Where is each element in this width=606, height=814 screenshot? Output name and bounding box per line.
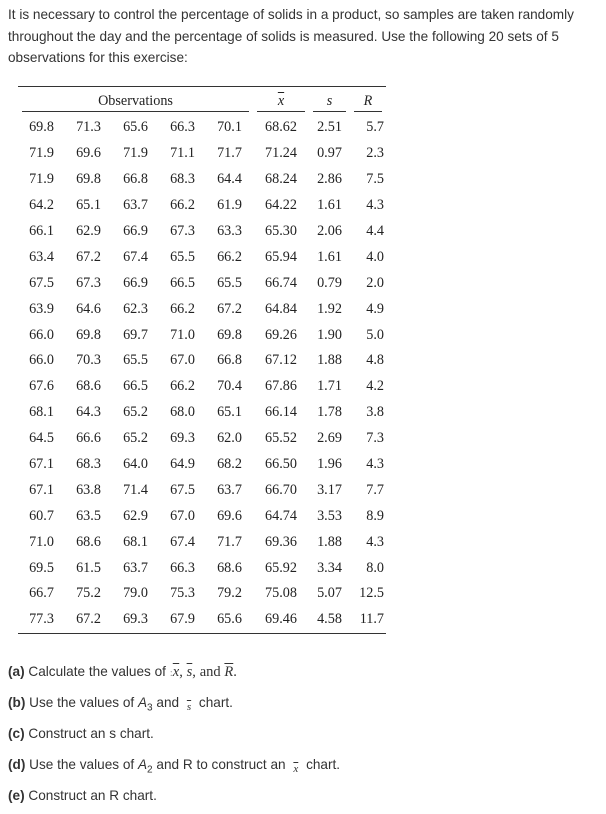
s-cell: 1.61 [317, 197, 342, 214]
table-row [18, 555, 386, 581]
table-row [18, 270, 386, 296]
observation-cell: 67.0 [170, 352, 195, 369]
table-row [18, 452, 386, 478]
table-row [18, 503, 386, 529]
question-e-text: Construct an R chart. [28, 788, 157, 803]
observation-cell: 63.7 [123, 559, 148, 576]
r-cell: 12.5 [359, 585, 384, 602]
xbar-symbol: $\overline{x}$ [172, 664, 180, 680]
observation-cell: 66.0 [29, 326, 54, 343]
observation-cell: 68.2 [217, 456, 242, 473]
s-cell: 1.71 [317, 378, 342, 395]
question-b-and: and [156, 695, 180, 710]
r-header-label: R [363, 92, 373, 109]
xbar-cell: 64.84 [265, 300, 297, 317]
observation-cell: 66.3 [170, 559, 195, 576]
observation-cell: 69.8 [76, 326, 101, 343]
r-cell: 4.3 [366, 533, 384, 550]
table-row [18, 167, 386, 193]
observation-cell: 66.8 [123, 171, 148, 188]
observation-cell: 67.5 [170, 481, 195, 498]
observation-cell: 62.3 [123, 300, 148, 317]
observation-cell: 70.4 [217, 378, 242, 395]
observation-cell: 75.3 [170, 585, 195, 602]
table-row [18, 400, 386, 426]
observation-cell: 69.6 [217, 507, 242, 524]
table-row [18, 581, 386, 607]
observation-cell: 65.6 [206, 607, 253, 633]
table-row [18, 348, 386, 374]
observation-cell: 71.4 [123, 481, 148, 498]
xbar-cell: 71.24 [265, 145, 297, 162]
observation-cell: 69.7 [123, 326, 148, 343]
observation-cell: 65.1 [76, 197, 101, 214]
observation-cell: 68.3 [76, 456, 101, 473]
observation-cell: 67.1 [29, 456, 54, 473]
table-body [18, 115, 386, 633]
question-d-label: (d) [8, 757, 26, 772]
observation-cell: 79.0 [123, 585, 148, 602]
observation-cell: 63.8 [76, 481, 101, 498]
observation-cell: 68.0 [170, 404, 195, 421]
observation-cell: 79.2 [217, 585, 242, 602]
observation-cell: 71.3 [76, 119, 101, 136]
observation-cell: 63.3 [217, 223, 242, 239]
observation-cell: 66.0 [29, 352, 54, 369]
observation-cell: 66.8 [217, 352, 242, 369]
problem-intro: It is necessary to control the percentage of solids in a product, so samples are taken randomly throughout the day and the percentage of solids is measured. Use the following 20 sets of 5 observations for this exercise: [8, 7, 574, 65]
questions-list [8, 656, 600, 811]
observation-cell: 66.2 [170, 300, 195, 317]
question-a: (a) Calculate the values of $:\overline{x}$, $\overline{s}$, and $\overline{R}$. [8, 664, 237, 680]
observation-cell: 64.3 [76, 404, 101, 421]
observation-cell: 68.6 [76, 378, 101, 395]
r-header [350, 87, 386, 115]
xbar-cell: 69.36 [265, 533, 297, 550]
observation-cell: 63.5 [76, 507, 101, 524]
r-cell: 2.0 [366, 274, 384, 291]
s-cell: 1.88 [317, 533, 342, 550]
xbar-cell: 65.92 [265, 559, 297, 576]
observation-cell: 71.1 [170, 145, 195, 162]
table-row [18, 374, 386, 400]
observation-cell: 69.3 [112, 607, 159, 633]
observation-cell: 62.0 [217, 430, 242, 447]
observation-cell: 67.9 [159, 607, 206, 633]
observation-cell: 69.5 [29, 559, 54, 576]
s-cell: 1.78 [317, 404, 342, 421]
r-cell: 3.8 [366, 404, 384, 421]
observation-cell: 67.1 [29, 481, 54, 498]
r-cell: 4.2 [366, 378, 384, 395]
s-cell: 1.61 [317, 248, 342, 265]
s-cell: 2.69 [317, 430, 342, 447]
observations-table-container [18, 86, 386, 634]
observation-cell: 66.2 [170, 378, 195, 395]
question-b-chart: chart. [198, 695, 233, 710]
observation-cell: 71.9 [123, 145, 148, 162]
observation-cell: 68.1 [29, 404, 54, 421]
question-a-text: Calculate the values of [28, 664, 166, 679]
question-d [8, 749, 600, 780]
observation-cell: 66.7 [29, 585, 54, 602]
xbar-cell: 66.14 [265, 404, 297, 421]
r-cell: 5.0 [366, 326, 384, 343]
observation-cell: 66.9 [123, 223, 148, 239]
observation-cell: 69.3 [170, 430, 195, 447]
r-cell: 11.7 [350, 607, 386, 633]
s-cell: 5.07 [317, 585, 342, 602]
question-a-label: (a) [8, 664, 25, 679]
observation-cell: 61.9 [217, 197, 242, 214]
question-c [8, 718, 600, 749]
xbar-chart-symbol: x [293, 763, 299, 775]
xbar-header-label: $\overline{x}$ [277, 92, 285, 109]
a2-subscript: 2 [147, 764, 153, 776]
s-cell: 1.92 [317, 300, 342, 317]
observation-cell: 65.1 [217, 404, 242, 421]
observation-cell: 70.1 [217, 119, 242, 136]
table-row [18, 529, 386, 555]
xbar-header [253, 87, 309, 115]
observations-header [18, 87, 253, 115]
observations-header-label: Observations [98, 92, 173, 109]
table-row [18, 193, 386, 219]
observation-cell: 69.6 [76, 145, 101, 162]
question-b-text: Use the values of [29, 695, 135, 710]
s-cell: 0.97 [317, 145, 342, 162]
observation-cell: 62.9 [123, 507, 148, 524]
table-row [18, 219, 386, 245]
xbar-cell: 75.08 [265, 585, 297, 602]
table-row [18, 477, 386, 503]
observations-table [18, 86, 386, 634]
s-cell: 4.58 [309, 607, 350, 633]
xbar-cell: 65.52 [265, 430, 297, 447]
xbar-cell: 65.94 [265, 248, 297, 265]
observation-cell: 67.4 [123, 248, 148, 265]
observation-cell: 67.5 [29, 274, 54, 291]
observation-cell: 66.2 [170, 197, 195, 214]
observation-cell: 64.0 [123, 456, 148, 473]
question-a-and: and [199, 664, 221, 680]
xbar-cell: 68.24 [265, 171, 297, 188]
question-d-text: Use the values of [29, 757, 135, 772]
table-row [18, 141, 386, 167]
observation-cell: 65.6 [123, 119, 148, 136]
observation-cell: 67.2 [217, 300, 242, 317]
observation-cell: 65.5 [123, 352, 148, 369]
observation-cell: 66.1 [29, 223, 54, 239]
observation-cell: 65.2 [123, 404, 148, 421]
observation-cell: 67.3 [170, 223, 195, 239]
observation-cell: 60.7 [29, 507, 54, 524]
observation-cell: 68.1 [123, 533, 148, 550]
xbar-cell: 69.46 [253, 607, 309, 633]
observation-cell: 69.8 [76, 171, 101, 188]
observation-cell: 63.7 [217, 481, 242, 498]
observation-cell: 68.3 [170, 171, 195, 188]
a3-symbol: A [137, 695, 148, 710]
r-cell: 4.3 [366, 197, 384, 214]
question-b-label: (b) [8, 695, 26, 710]
observation-cell: 66.5 [123, 378, 148, 395]
xbar-cell: 66.50 [265, 456, 297, 473]
observation-cell: 63.9 [29, 300, 54, 317]
xbar-cell: 68.62 [265, 119, 297, 136]
xbar-cell: 66.74 [265, 274, 297, 291]
observation-cell: 66.5 [170, 274, 195, 291]
table-row [18, 322, 386, 348]
s-cell: 2.86 [317, 171, 342, 188]
r-cell: 8.0 [366, 559, 384, 576]
r-cell: 8.9 [366, 507, 384, 524]
observation-cell: 65.5 [170, 248, 195, 265]
observation-cell: 66.6 [76, 430, 101, 447]
r-cell: 7.7 [366, 481, 384, 498]
xbar-cell: 69.26 [265, 326, 297, 343]
observation-cell: 67.3 [76, 274, 101, 291]
s-cell: 3.53 [317, 507, 342, 524]
observation-cell: 71.9 [29, 145, 54, 162]
observation-cell: 64.5 [29, 430, 54, 447]
question-b [8, 687, 600, 718]
question-e-label: (e) [8, 788, 25, 803]
s-cell: 0.79 [317, 274, 342, 291]
s-cell: 3.17 [317, 481, 342, 498]
xbar-cell: 67.12 [265, 352, 297, 369]
observation-cell: 67.0 [170, 507, 195, 524]
question-c-label: (c) [8, 726, 25, 741]
observation-cell: 71.7 [217, 145, 242, 162]
observation-cell: 66.3 [170, 119, 195, 136]
xbar-cell: 67.86 [265, 378, 297, 395]
r-cell: 7.5 [366, 171, 384, 188]
observation-cell: 68.6 [76, 533, 101, 550]
a2-symbol: A [137, 757, 148, 772]
r-cell: 4.0 [366, 248, 384, 265]
table-row [18, 607, 386, 633]
observation-cell: 69.8 [217, 326, 242, 343]
observation-cell: 64.4 [217, 171, 242, 188]
observation-cell: 67.2 [76, 248, 101, 265]
s-header [309, 87, 350, 115]
s-cell: 1.90 [317, 326, 342, 343]
observation-cell: 65.2 [123, 430, 148, 447]
s-cell: 2.51 [317, 119, 342, 136]
r-cell: 4.3 [366, 456, 384, 473]
observation-cell: 67.6 [29, 378, 54, 395]
s-cell: 1.96 [317, 456, 342, 473]
observation-cell: 64.9 [170, 456, 195, 473]
observation-cell: 77.3 [18, 607, 65, 633]
observation-cell: 61.5 [76, 559, 101, 576]
observation-cell: 75.2 [76, 585, 101, 602]
r-cell: 7.3 [366, 430, 384, 447]
table-row [18, 244, 386, 270]
rbar-symbol: $\overline{R}$ [224, 664, 234, 680]
sbar-chart-symbol: s [186, 701, 192, 713]
observation-cell: 64.6 [76, 300, 101, 317]
table-row [18, 426, 386, 452]
question-d-chart: chart. [306, 757, 341, 772]
s-cell: 2.06 [317, 223, 342, 239]
a3-subscript: 3 [147, 702, 153, 714]
xbar-cell: 66.70 [265, 481, 297, 498]
observation-cell: 66.2 [217, 248, 242, 265]
observation-cell: 65.5 [217, 274, 242, 291]
observation-cell: 66.9 [123, 274, 148, 291]
observation-cell: 69.8 [29, 119, 54, 136]
question-c-text: Construct an s chart. [28, 726, 154, 741]
table-row [18, 115, 386, 141]
observation-cell: 63.7 [123, 197, 148, 214]
r-cell: 4.4 [366, 223, 384, 239]
observation-cell: 71.0 [170, 326, 195, 343]
observation-cell: 71.0 [29, 533, 54, 550]
r-cell: 4.8 [366, 352, 384, 369]
s-header-label: s [326, 92, 333, 109]
r-cell: 5.7 [366, 119, 384, 136]
observation-cell: 62.9 [76, 223, 101, 239]
question-e [8, 780, 600, 811]
table-row [18, 296, 386, 322]
xbar-cell: 65.30 [265, 223, 297, 239]
table-header-row [18, 87, 386, 115]
observation-cell: 70.3 [76, 352, 101, 369]
observation-cell: 71.7 [217, 533, 242, 550]
observation-cell: 67.4 [170, 533, 195, 550]
s-cell: 3.34 [317, 559, 342, 576]
r-cell: 2.3 [366, 145, 384, 162]
xbar-cell: 64.22 [265, 197, 297, 214]
xbar-cell: 64.74 [265, 507, 297, 524]
observation-cell: 71.9 [29, 171, 54, 188]
r-cell: 4.9 [366, 300, 384, 317]
observation-cell: 67.2 [65, 607, 112, 633]
observation-cell: 68.6 [217, 559, 242, 576]
question-d-and-r: and R to construct an [156, 757, 286, 772]
observation-cell: 63.4 [29, 248, 54, 265]
sbar-symbol: $\overline{s}$ [186, 664, 193, 680]
s-cell: 1.88 [317, 352, 342, 369]
observation-cell: 64.2 [29, 197, 54, 214]
